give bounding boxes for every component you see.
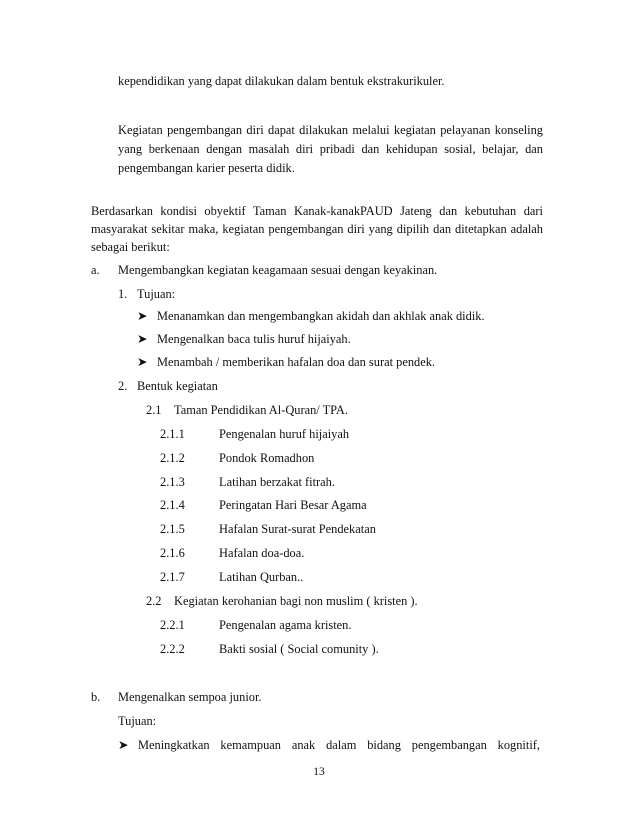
list-item: Mengembangkan kegiatan keagamaan sesuai dengan keyakinan. [118, 263, 438, 277]
sub-sub-number: 2.2.2 [160, 642, 185, 656]
arrowhead-bullet-icon: ➤ [137, 309, 148, 323]
sub-sub-item: Bakti sosial ( Social comunity ). [219, 642, 379, 656]
paragraph-line: Kegiatan pengembangan diri dapat dilakukan melalui kegiatan pelayanan konseling [118, 123, 543, 137]
bullet-text: Menambah / memberikan hafalan doa dan surat pendek. [157, 355, 435, 369]
sub-sub-number: 2.1.1 [160, 427, 185, 441]
arrowhead-bullet-icon: ➤ [137, 332, 148, 346]
bullet-text: Meningkatkan kemampuan anak dalam bidang pengembangan kognitif, [138, 738, 540, 752]
sub-sub-item: Latihan Qurban.. [219, 570, 304, 584]
sub-sub-number: 2.1.5 [160, 522, 185, 536]
paragraph-line: yang berkenaan dengan masalah diri pribadi dan kehidupan sosial, belajar, dan [118, 142, 543, 156]
paragraph-line: Berdasarkan kondisi obyektif Taman Kanak-kanakPAUD Jateng dan kebutuhan dari [91, 204, 543, 218]
list-marker: 1. [118, 287, 128, 301]
sub-item: Taman Pendidikan Al-Quran/ TPA. [174, 403, 348, 417]
sub-sub-item: Latihan berzakat fitrah. [219, 475, 335, 489]
arrowhead-bullet-icon: ➤ [137, 355, 148, 369]
list-item: Bentuk kegiatan [137, 379, 218, 393]
sub-sub-item: Hafalan doa-doa. [219, 546, 305, 560]
sub-sub-number: 2.1.3 [160, 475, 185, 489]
bullet-text: Menanamkan dan mengembangkan akidah dan akhlak anak didik. [157, 309, 485, 323]
bullet-item [137, 354, 435, 370]
sub-sub-item: Pengenalan agama kristen. [219, 618, 352, 632]
sub-number: 2.2 [146, 594, 162, 608]
bullet-item [118, 737, 543, 753]
arrowhead-bullet-icon: ➤ [118, 738, 129, 752]
sub-sub-number: 2.1.2 [160, 451, 185, 465]
sub-number: 2.1 [146, 403, 162, 417]
sub-sub-item: Peringatan Hari Besar Agama [219, 498, 367, 512]
sub-sub-item: Pengenalan huruf hijaiyah [219, 427, 350, 441]
paragraph-line: kependidikan yang dapat dilakukan dalam bentuk ekstrakurikuler. [118, 74, 445, 88]
sub-sub-item: Pondok Romadhon [219, 451, 315, 465]
bullet-text: Mengenalkan baca tulis huruf hijaiyah. [157, 332, 351, 346]
list-item: Mengenalkan sempoa junior. [118, 690, 262, 704]
list-item: Tujuan: [137, 287, 176, 301]
list-marker: a. [91, 263, 100, 277]
paragraph-line: pengembangan karier peserta didik. [118, 161, 295, 175]
list-marker: b. [91, 690, 101, 704]
paragraph-line: masyarakat sekitar maka, kegiatan pengembangan diri yang dipilih dan ditetapkan adalah [91, 222, 543, 236]
bullet-item [137, 331, 351, 347]
sub-sub-number: 2.1.4 [160, 498, 185, 512]
sub-sub-number: 2.1.7 [160, 570, 185, 584]
bullet-item [137, 308, 485, 324]
list-marker: 2. [118, 379, 128, 393]
page-number: 13 [313, 766, 325, 778]
sub-sub-number: 2.1.6 [160, 546, 185, 560]
paragraph-line: sebagai berikut: [91, 240, 170, 254]
sub-item: Kegiatan kerohanian bagi non muslim ( kristen ). [174, 594, 418, 608]
list-item: Tujuan: [118, 714, 157, 728]
sub-sub-item: Hafalan Surat-surat Pendekatan [219, 522, 376, 536]
sub-sub-number: 2.2.1 [160, 618, 185, 632]
